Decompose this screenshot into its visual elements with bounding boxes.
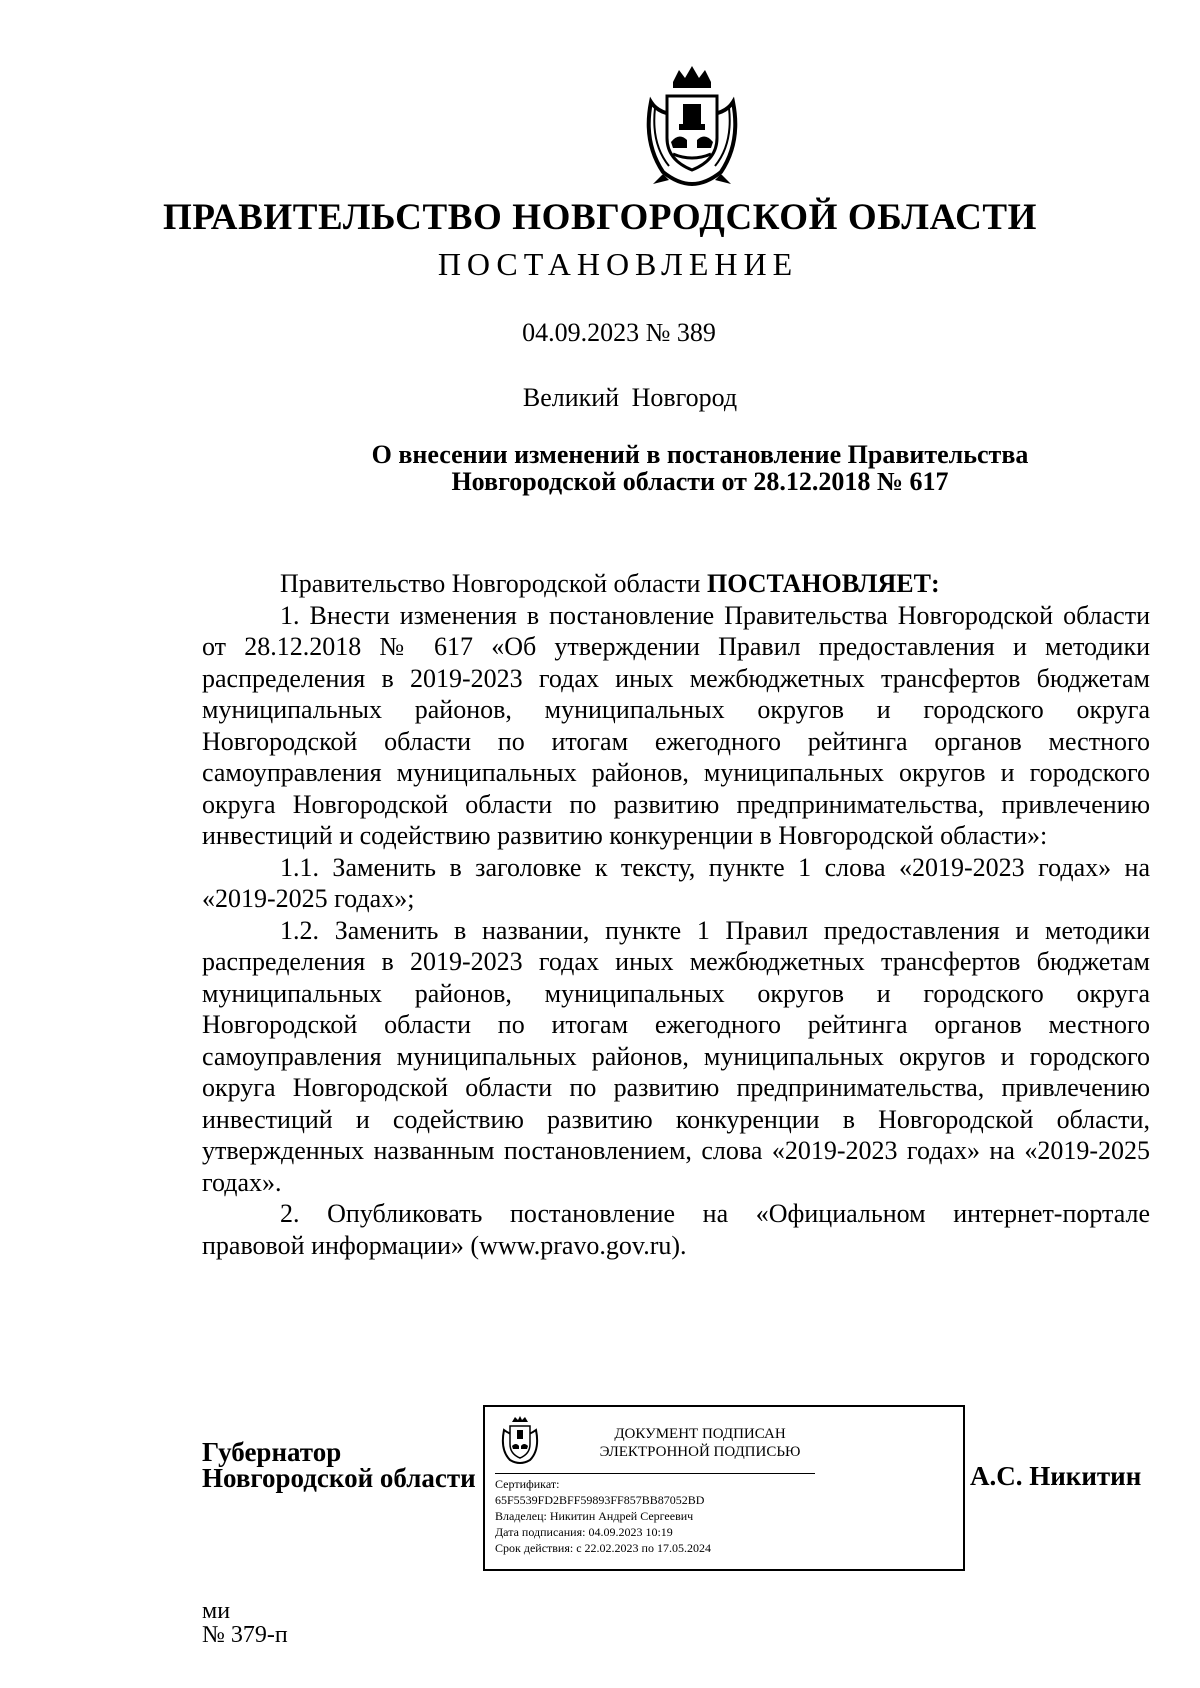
signer-name: А.С. Никитин xyxy=(970,1461,1142,1491)
document-city: Великий Новгород xyxy=(522,383,738,412)
stamp-cert-label: Сертификат: xyxy=(495,1477,560,1491)
stamp-coat-of-arms-icon xyxy=(498,1416,542,1466)
executor-code xyxy=(202,1599,288,1647)
preamble-paragraph xyxy=(202,568,1150,600)
electronic-signature-stamp xyxy=(483,1405,965,1571)
stamp-signed-at: Дата подписания: 04.09.2023 10:19 xyxy=(495,1525,673,1539)
document-subject xyxy=(250,441,1150,495)
signer-position xyxy=(202,1439,476,1491)
paragraph-1-1: 1.1. Заменить в заголовке к тексту, пункте 1 слова «2019-2023 годах» на «2019-2025 годах»; xyxy=(202,852,1150,913)
paragraph-1-2: 1.2. Заменить в названии, пункте 1 Правил предоставления и методики распределения в 2019-2023 годах иных межбюджетных трансфертов бюджетам муниципальных районов, муниципальных округов и городского округа Новгородской области по итогам ежегодного рейтинга органов местного самоуправления муниципальных районов, муниципальных округов и городского округа Новгородской области по развитию предпринимательства, привлечению инвестиций и содействию развитию конкуренции в Новгородской области, утвержденных названным постановлением, слова «2019-2023 годах» на «2019-2025 годах». xyxy=(202,915,1150,1197)
paragraph-2: 2. Опубликовать постановление на «Официальном интернет-портале правовой информации» (www.pravo.gov.ru). xyxy=(202,1199,1150,1260)
subject-line-2: Новгородской области от 28.12.2018 № 617 xyxy=(451,467,949,496)
stamp-title-line-2: ЭЛЕКТРОННОЙ ПОДПИСЬЮ xyxy=(599,1444,801,1460)
stamp-validity: Срок действия: с 22.02.2023 по 17.05.2024 xyxy=(495,1541,711,1555)
stamp-cert-number: 65F5539FD2BFF59893FF857BB87052BD xyxy=(495,1493,705,1507)
signer-position-line-2: Новгородской области xyxy=(202,1463,476,1493)
document-body xyxy=(202,568,1150,1261)
document-date-number: 04.09.2023 № 389 xyxy=(522,318,716,347)
executor-initials: ми xyxy=(202,1598,231,1624)
paragraph-1: 1. Внести изменения в постановление Правительства Новгородской области от 28.12.2018 № 617 «Об утверждении Правил предоставления и методики распределения в 2019-2023 годах иных межбюджетных трансфертов бюджетам муниципальных районов, муниципальных округов и городского округа Новгородской области по итогам ежегодного рейтинга органов местного самоуправления муниципальных районов, муниципальных округов и городского округа Новгородской области по развитию предпринимательства, привлечению инвестиций и содействию развитию конкуренции в Новгородской области»: xyxy=(202,600,1150,850)
preamble-text: Правительство Новгородской области xyxy=(280,569,707,598)
coat-of-arms-icon xyxy=(633,62,751,188)
registration-number: № 379-п xyxy=(202,1622,288,1648)
subject-line-1: О внесении изменений в постановление Правительства xyxy=(371,440,1029,469)
signer-position-line-1: Губернатор xyxy=(202,1437,342,1467)
organization-title: ПРАВИТЕЛЬСТВО НОВГОРОДСКОЙ ОБЛАСТИ xyxy=(162,197,1038,238)
stamp-owner: Владелец: Никитин Андрей Сергеевич xyxy=(495,1509,694,1523)
stamp-divider xyxy=(495,1473,815,1474)
preamble-decree-word: ПОСТАНОВЛЯЕТ: xyxy=(706,569,940,598)
document-type: ПОСТАНОВЛЕНИЕ xyxy=(437,246,799,282)
stamp-details xyxy=(495,1477,955,1557)
stamp-title xyxy=(570,1425,830,1461)
stamp-title-line-1: ДОКУМЕНТ ПОДПИСАН xyxy=(614,1426,786,1442)
